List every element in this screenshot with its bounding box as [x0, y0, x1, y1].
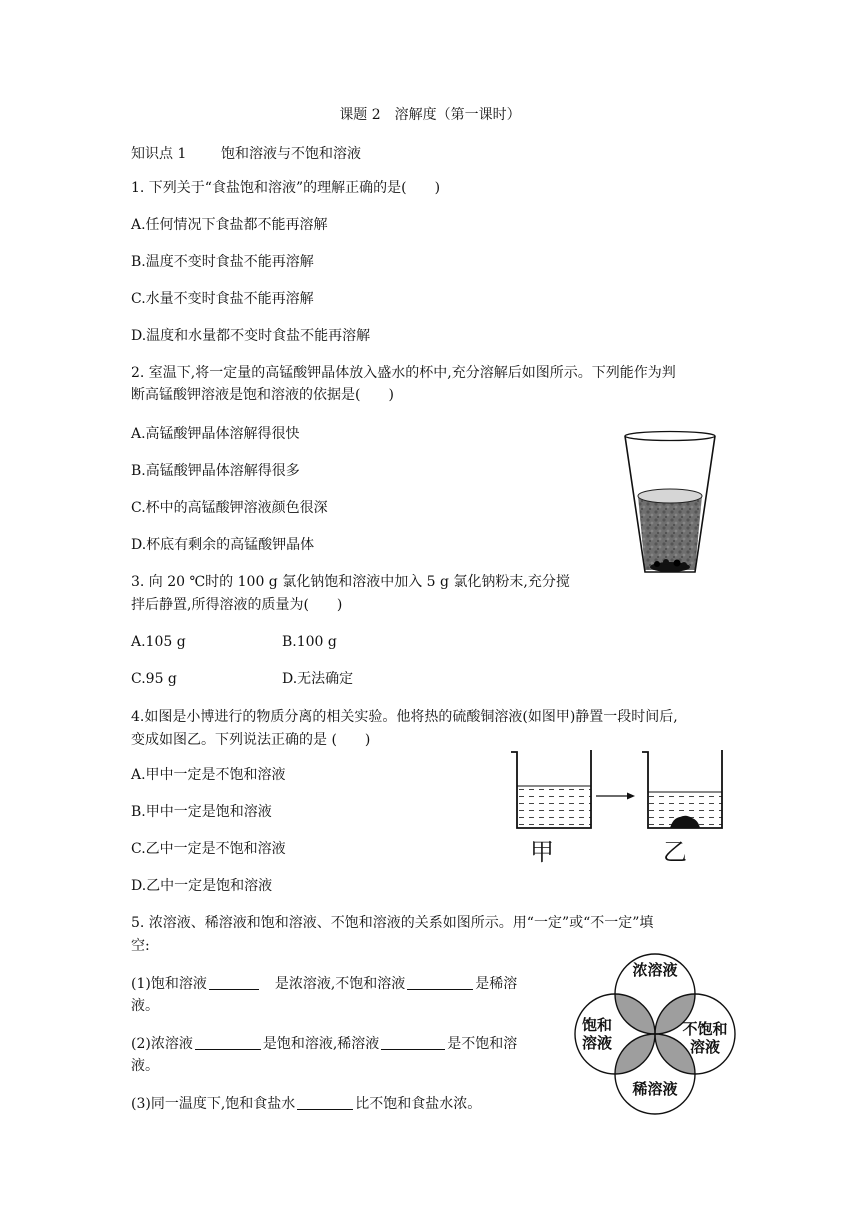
- q4-stem-line1: 4.如图是小博进行的物质分离的相关实验。他将热的硫酸铜溶液(如图甲)静置一段时间后,: [131, 709, 678, 725]
- q4-option-c: C.乙中一定是不饱和溶液: [131, 841, 286, 857]
- q2-option-d: D.杯底有剩余的高锰酸钾晶体: [131, 537, 315, 553]
- answer-blank[interactable]: [407, 975, 473, 990]
- q3-option-a: A.105 g: [131, 634, 186, 650]
- answer-blank[interactable]: [195, 1035, 261, 1050]
- q1-option-d: D.温度和水量都不变时食盐不能再溶解: [131, 328, 371, 344]
- q3-option-d: D.无法确定: [282, 671, 354, 687]
- q5-sub1-part-b: 是浓溶液,不饱和溶液: [274, 976, 406, 992]
- venn-label-unsaturated-1: 不饱和: [682, 1020, 728, 1038]
- q5-sub2: [131, 1034, 517, 1054]
- q3-stem-line2: 拌后静置,所得溶液的质量为( ): [131, 597, 343, 613]
- answer-blank[interactable]: [209, 975, 259, 990]
- beaker-label-jia: 甲: [530, 838, 554, 866]
- q1-option-c: C.水量不变时食盐不能再溶解: [131, 291, 314, 307]
- q5-sub2-part-b: 是饱和溶液,稀溶液: [262, 1036, 380, 1052]
- q2-option-b: B.高锰酸钾晶体溶解得很多: [131, 463, 300, 479]
- q4-stem-line2: 变成如图乙。下列说法正确的是 ( ): [131, 732, 371, 748]
- venn-label-unsaturated-2: 溶液: [689, 1038, 721, 1056]
- q5-sub1-part-a: (1)饱和溶液: [131, 976, 207, 992]
- q1-option-a: A.任何情况下食盐都不能再溶解: [131, 217, 328, 233]
- q3-option-b: B.100 g: [282, 634, 337, 650]
- answer-blank[interactable]: [381, 1035, 445, 1050]
- beaker-label-yi: 乙: [663, 838, 687, 866]
- q4-option-b: B.甲中一定是饱和溶液: [131, 804, 272, 820]
- venn-label-saturated-1: 饱和: [581, 1016, 613, 1034]
- q5-sub3-part-a: (3)同一温度下,饱和食盐水: [131, 1096, 296, 1112]
- q3-option-c: C.95 g: [131, 671, 177, 687]
- q4-option-d: D.乙中一定是饱和溶液: [131, 878, 273, 894]
- q5-sub2-part-a: (2)浓溶液: [131, 1036, 193, 1052]
- beaker-figure: [622, 430, 718, 578]
- section-label: 知识点 1: [131, 146, 187, 162]
- q3-stem-line1: 3. 向 20 ℃时的 100 g 氯化钠饱和溶液中加入 5 g 氯化钠粉末,充分搅: [131, 574, 570, 590]
- q5-stem-line1: 5. 浓溶液、稀溶液和饱和溶液、不饱和溶液的关系如图所示。用“一定”或“不一定”填: [131, 915, 654, 931]
- q2-stem-line2: 断高锰酸钾溶液是饱和溶液的依据是( ): [131, 387, 394, 403]
- q5-sub1-cont: 液。: [131, 998, 159, 1014]
- beakers-figure: [508, 744, 726, 836]
- venn-label-dilute: 稀溶液: [632, 1080, 678, 1098]
- q2-option-c: C.杯中的高锰酸钾溶液颜色很深: [131, 500, 328, 516]
- q5-sub1-part-c: 是稀溶: [475, 976, 518, 992]
- venn-label-concentrated: 浓溶液: [632, 961, 678, 979]
- page-title: 课题 2 溶解度（第一课时）: [339, 107, 521, 123]
- q4-option-a: A.甲中一定是不饱和溶液: [131, 767, 286, 783]
- q5-sub3: [131, 1094, 481, 1114]
- q5-sub1: [131, 974, 517, 994]
- q2-option-a: A.高锰酸钾晶体溶解得很快: [131, 426, 300, 442]
- answer-blank[interactable]: [297, 1095, 353, 1110]
- q1-option-b: B.温度不变时食盐不能再溶解: [131, 254, 314, 270]
- q5-sub2-cont: 液。: [131, 1058, 159, 1074]
- venn-label-saturated-2: 溶液: [581, 1034, 613, 1052]
- q5-stem-line2: 空:: [131, 938, 150, 954]
- venn-diagram: [570, 950, 740, 1118]
- q1-stem: 1. 下列关于“食盐饱和溶液”的理解正确的是( ): [131, 180, 441, 196]
- q2-stem-line1: 2. 室温下,将一定量的高锰酸钾晶体放入盛水的杯中,充分溶解后如图所示。下列能作为判: [131, 365, 676, 381]
- section-name: 饱和溶液与不饱和溶液: [221, 146, 361, 162]
- q5-sub3-part-b: 比不饱和食盐水浓。: [355, 1096, 482, 1112]
- q5-sub2-part-c: 是不饱和溶: [447, 1036, 518, 1052]
